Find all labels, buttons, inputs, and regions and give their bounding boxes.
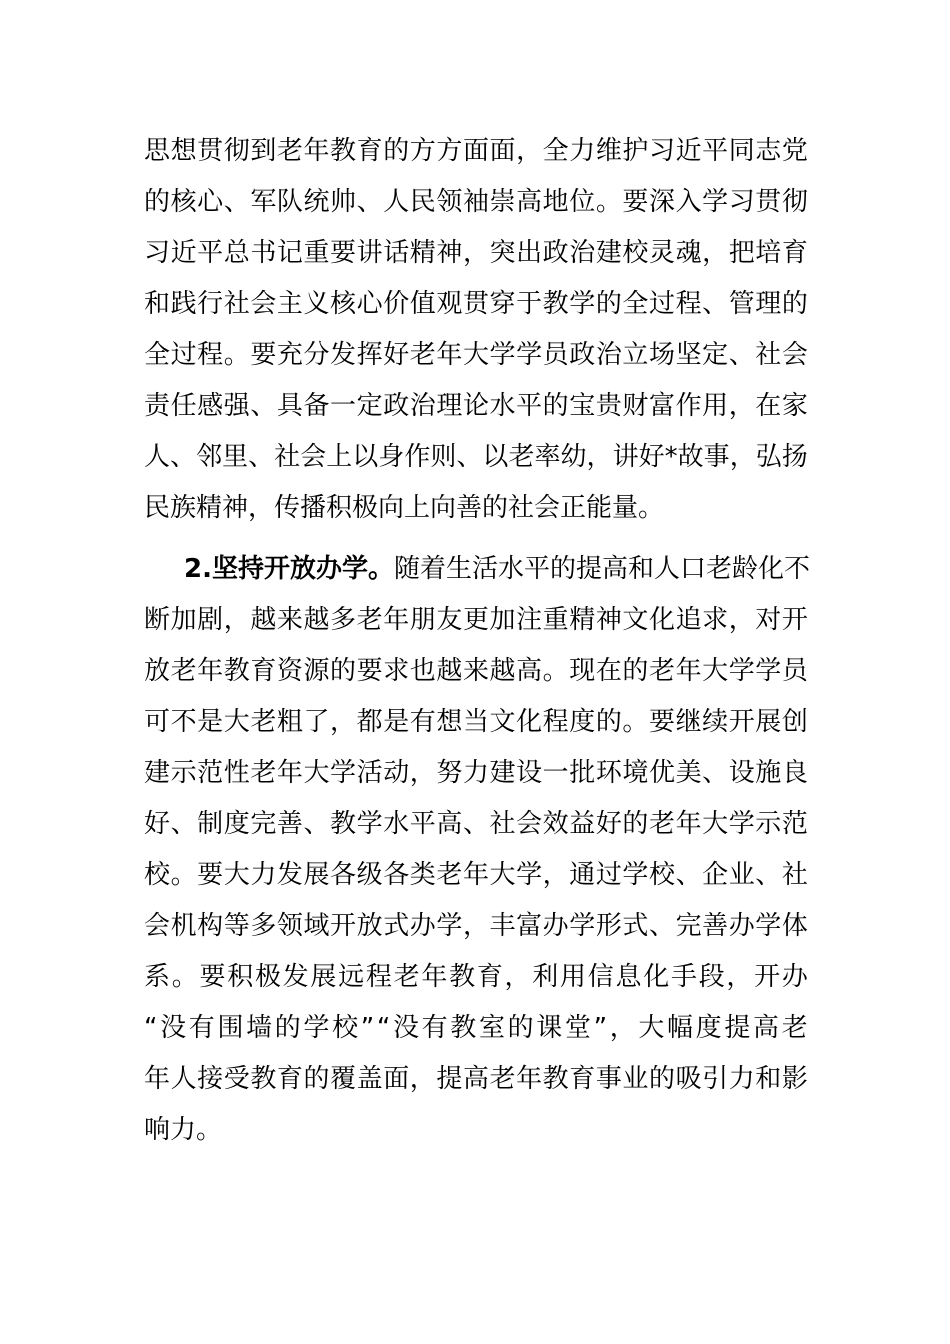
paragraph-1 [144, 126, 808, 534]
paragraph-line: 人 、 邻 里 、 社 会 上 以 身 作 则 、 以 老 率 幼 ， 讲 好 * 故 事 ， 弘 扬 [144, 442, 808, 472]
paragraph-line: 会 机 构 等 多 领 域 开 放 式 办 学 ， 丰 富 办 学 形 式 、 完 善 办 学 体 [144, 911, 808, 941]
paragraph-line: 断 加 剧 ， 越 来 越 多 老 年 朋 友 更 加 注 重 精 神 文 化 追 求 ， 对 开 [144, 605, 808, 635]
paragraph-line: “ 没 有 围 墙 的 学 校 ” “ 没 有 教 室 的 课 堂 ” ， 大 幅 度 提 高 老 [144, 1013, 808, 1043]
paragraph-line: 响力。 [144, 1115, 223, 1145]
paragraph-line: 系 。 要 积 极 发 展 远 程 老 年 教 育 ， 利 用 信 息 化 手 段 ， 开 办 [144, 962, 808, 992]
paragraph-line: 好 、 制 度 完 善 、 教 学 水 平 高 、 社 会 效 益 好 的 老 年 大 学 示 范 [144, 809, 808, 839]
document-page [144, 126, 808, 1156]
first-line-text: 随着生活水平的提高和人口老龄化不 [393, 554, 810, 584]
paragraph-first-line [144, 544, 808, 595]
paragraph-line: 和 践 行 社 会 主 义 核 心 价 值 观 贯 穿 于 教 学 的 全 过 程 、 管 理 的 [144, 289, 808, 319]
paragraph-gap [144, 534, 808, 544]
paragraph-line: 的 核 心 、 军 队 统 帅 、 人 民 领 袖 崇 高 地 位 。 要 深 入 学 习 贯 彻 [144, 187, 808, 217]
paragraph-line: 放 老 年 教 育 资 源 的 要 求 也 越 来 越 高 。 现 在 的 老 年 大 学 学 员 [144, 656, 808, 686]
paragraph-line: 责 任 感 强 、 具 备 一 定 政 治 理 论 水 平 的 宝 贵 财 富 作 用 ， 在 家 [144, 391, 808, 421]
paragraph-2 [144, 544, 808, 1156]
paragraph-line: 校 。 要 大 力 发 展 各 级 各 类 老 年 大 学 ， 通 过 学 校 、 企 业 、 社 [144, 860, 808, 890]
paragraph-line: 习 近 平 总 书 记 重 要 讲 话 精 神 ， 突 出 政 治 建 校 灵 魂 ， 把 培 育 [144, 238, 808, 268]
paragraph-line: 思 想 贯 彻 到 老 年 教 育 的 方 方 面 面 ， 全 力 维 护 习 近 平 同 志 党 [144, 136, 808, 166]
paragraph-line: 民族精神，传播积极向上向善的社会正能量。 [144, 493, 665, 523]
section-heading: 2.坚持开放办学。 [184, 554, 394, 584]
paragraph-line: 可 不 是 大 老 粗 了 ， 都 是 有 想 当 文 化 程 度 的 。 要 继 续 开 展 创 [144, 707, 808, 737]
paragraph-line: 建 示 范 性 老 年 大 学 活 动 ， 努 力 建 设 一 批 环 境 优 美 、 设 施 良 [144, 758, 808, 788]
paragraph-line: 全 过 程 。 要 充 分 发 挥 好 老 年 大 学 学 员 政 治 立 场 坚 定 、 社 会 [144, 340, 808, 370]
paragraph-line: 年 人 接 受 教 育 的 覆 盖 面 ， 提 高 老 年 教 育 事 业 的 吸 引 力 和 影 [144, 1064, 808, 1094]
